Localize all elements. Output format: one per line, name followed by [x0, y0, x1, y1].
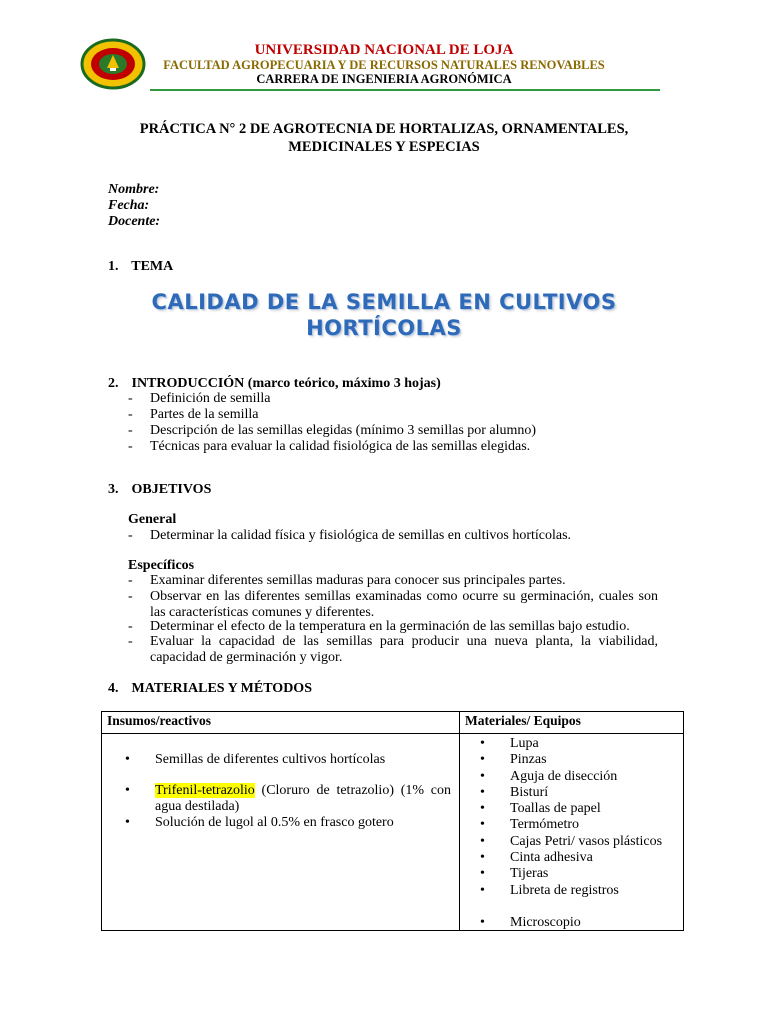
section-number: 1. [108, 259, 119, 274]
section-number: 3. [108, 482, 119, 497]
section-materiales-heading [108, 681, 312, 697]
dash-marker: - [128, 528, 133, 543]
list-item [480, 769, 662, 785]
list-item-text: Técnicas para evaluar la calidad fisiológica de las semillas elegidas. [150, 439, 531, 454]
list-item-dash: - [128, 634, 133, 649]
practice-title-line-1: PRÁCTICA N° 2 DE AGROTECNIA DE HORTALIZAS, ORNAMENTALES, [139, 121, 629, 137]
section-number: 2. [108, 376, 119, 391]
list-item-text: Definición de semilla [150, 391, 271, 406]
list-item-text: Descripción de las semillas elegidas (mínimo 3 semillas por alumno) [150, 423, 537, 438]
nombre-label: Nombre: [108, 182, 160, 197]
section-label: OBJETIVOS [131, 482, 212, 497]
equipment-list [480, 736, 662, 899]
list-item [128, 528, 571, 544]
topic-title-line-2: HORTÍCOLAS [306, 316, 462, 340]
item-text: Toallas de papel [510, 801, 601, 817]
general-subheading: General [128, 512, 177, 527]
table-cell-item [125, 815, 455, 831]
especificos-subheading: Específicos [128, 558, 195, 573]
highlighted-reagent: Trifenil-tetrazolio [155, 783, 255, 798]
list-item-dash: - [128, 619, 133, 634]
item-text: Semillas de diferentes cultivos hortícolas [155, 752, 386, 767]
item-text: Libreta de registros [510, 882, 619, 898]
dash-marker: - [128, 391, 133, 406]
bullet: • [480, 882, 485, 898]
table-header-divider [101, 733, 684, 734]
section-label: TEMA [131, 259, 174, 274]
list-item [128, 391, 271, 407]
item-text: Tijeras [510, 866, 549, 882]
table-column-divider [459, 711, 460, 931]
fecha-label: Fecha: [108, 198, 150, 213]
list-item [128, 439, 530, 455]
item-text: Pinzas [510, 752, 547, 768]
header-divider [150, 89, 660, 91]
bullet: • [480, 784, 485, 800]
list-item [480, 915, 581, 931]
section-objetivos-heading [108, 482, 211, 498]
section-label: INTRODUCCIÓN [131, 376, 245, 391]
dash-marker: - [128, 423, 133, 438]
objective-text: Evaluar la capacidad de las semillas para producir una nueva planta, la viabilidad, capacidad de germinación y vigor. [150, 634, 658, 665]
item-text: (Cloruro de tetrazolio) (1% con agua destilada) [155, 783, 451, 814]
bullet: • [480, 752, 485, 768]
table-header-insumos: Insumos/reactivos [107, 713, 212, 728]
section-label: MATERIALES Y MÉTODOS [131, 681, 312, 696]
item-text: Cinta adhesiva [510, 850, 593, 866]
university-name: UNIVERSIDAD NACIONAL DE LOJA [254, 42, 514, 58]
bullet: • [480, 736, 485, 751]
item-text: Microscopio [510, 915, 581, 930]
practice-title-line-2: MEDICINALES Y ESPECIAS [288, 139, 480, 155]
list-item [480, 752, 662, 768]
list-item [480, 834, 662, 850]
objective-text: Observar en las diferentes semillas examinadas como ocurre su germinación, cuales son las características comunes y diferentes. [150, 589, 658, 620]
list-item-text: Partes de la semilla [150, 407, 259, 422]
list-item-dash: - [128, 589, 133, 604]
bullet: • [480, 801, 485, 817]
list-item [480, 817, 662, 833]
bullet: • [480, 915, 485, 930]
bullet: • [125, 815, 130, 830]
item-text: Solución de lugol al 0.5% en frasco gotero [155, 815, 394, 830]
list-item [128, 423, 536, 439]
section-tema-heading [108, 259, 173, 275]
bullet: • [125, 752, 130, 767]
practice-title [0, 120, 768, 156]
item-text: Aguja de disección [510, 768, 618, 784]
bullet: • [480, 866, 485, 882]
table-cell-item [125, 752, 455, 768]
section-number: 4. [108, 681, 119, 696]
objective-text: Determinar el efecto de la temperatura en la germinación de las semillas bajo estudio. [150, 619, 630, 634]
item-text: Cajas Petri/ vasos plásticos [510, 833, 663, 849]
docente-label: Docente: [108, 214, 161, 229]
bullet: • [480, 833, 485, 849]
list-item [480, 785, 662, 801]
list-item [480, 736, 662, 752]
bullet: • [480, 817, 485, 833]
list-item-text: Determinar la calidad física y fisiológica de semillas en cultivos hortícolas. [150, 528, 572, 543]
section-intro-heading [108, 376, 441, 392]
table-cell-item [155, 783, 451, 815]
career-name: CARRERA DE INGENIERIA AGRONÓMICA [256, 72, 512, 86]
item-text: Bisturí [510, 784, 549, 800]
faculty-name: FACULTAD AGROPECUARIA Y DE RECURSOS NATURALES RENOVABLES [163, 58, 605, 72]
list-item [480, 866, 662, 882]
list-item [480, 801, 662, 817]
objective-text: Examinar diferentes semillas maduras para conocer sus principales partes. [150, 573, 566, 588]
list-item [480, 883, 662, 899]
dash-marker: - [128, 407, 133, 422]
section-note: (marco teórico, máximo 3 hojas) [247, 376, 441, 391]
table-header-equipos: Materiales/ Equipos [465, 713, 581, 728]
bullet: • [480, 768, 485, 784]
dash-marker: - [128, 439, 133, 454]
item-text: Termómetro [510, 817, 579, 833]
bullet: • [125, 783, 130, 798]
item-text: Lupa [510, 736, 539, 751]
list-item [128, 407, 258, 423]
list-item-dash: - [128, 573, 133, 588]
topic-title-line-1: CALIDAD DE LA SEMILLA EN CULTIVOS [151, 290, 617, 314]
list-item [480, 850, 662, 866]
bullet: • [480, 850, 485, 866]
